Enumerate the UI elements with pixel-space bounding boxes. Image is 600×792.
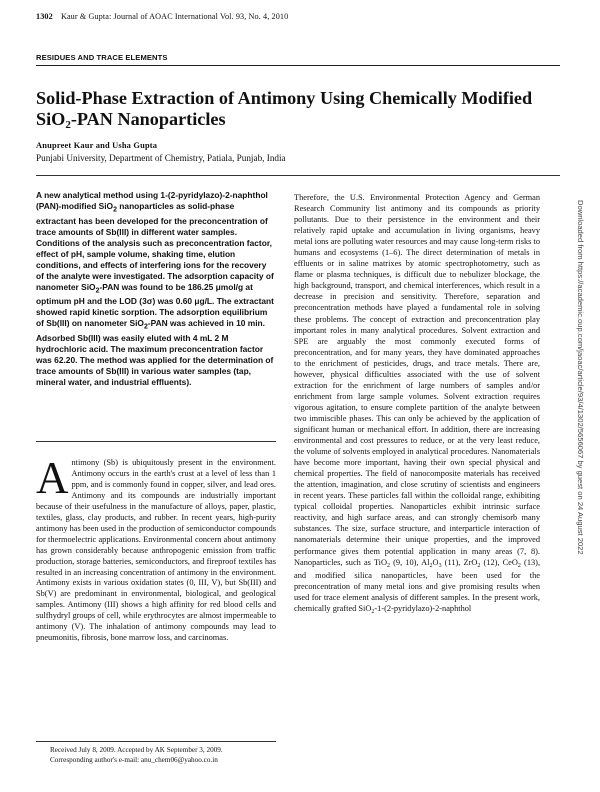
journal-citation: Kaur & Gupta: Journal of AOAC International Vol. 93, No. 4, 2010 bbox=[60, 12, 289, 21]
abstract-sub: 2 bbox=[113, 206, 117, 214]
body-sub: 2 bbox=[387, 562, 391, 569]
title-sio: SiO bbox=[36, 109, 66, 129]
abstract bbox=[36, 190, 276, 388]
body-part: (12), CeO bbox=[480, 557, 518, 567]
title-line-2 bbox=[36, 109, 560, 133]
abstract-sub: 2 bbox=[95, 287, 100, 295]
abstract-divider bbox=[36, 441, 276, 442]
body-column-right bbox=[294, 192, 540, 616]
received-note: Received July 8, 2009. Accepted by AK September 3, 2009. bbox=[50, 746, 223, 754]
drop-cap: A bbox=[36, 453, 69, 503]
intro-text: ntimony (Sb) is ubiquitously present in the environment. Antimony occurs in the earth's crust at a level of less than 1 ppm, and is commonly found in copper, silver, and lead ores. Antimony and its compounds are industrially important because of their usefulness in the manufacture of alloys, paper, plastic, textiles, glass, clay products, and rubber. In recent years, high-purity antimony has been used in the production of semiconductor compounds for thermoelectric applications. Environmental concern about antimony has grown considerably because anthropogenic emission from traffic production, storage batteries, semiconductors, and fireproof textiles has resulted in an increasing concentration of antimony in the environment. Antimony exists in various oxidation states (0, III, V), but Sb(III) and Sb(V) are predominant in environmental, biological, and geological samples. Antimony (III) shows a high affinity for red blood cells and sulfhydryl groups of cell, while erythrocytes are almost impermeable to antimony (V). The inhalation of antimony compounds may lead to pneumonitis, fibrosis, bone marrow loss, and carcinomas. bbox=[36, 458, 276, 643]
running-head bbox=[36, 12, 576, 21]
body-sub: 2 bbox=[517, 562, 521, 569]
footnote bbox=[50, 746, 280, 765]
body-sub: 3 bbox=[438, 562, 442, 569]
abstract-part: -PAN was achieved in 10 min. Adsorbed Sb(III) was easily eluted with 4 mL 2 M hydrochloric acid. The maximum preconcentration factor was 62.20. The method was applied for the determination of trace amounts of Sb(III) in various water samples (tap, mineral water, and industrial effluents). bbox=[36, 318, 274, 388]
intro-paragraph bbox=[36, 453, 276, 644]
article-title bbox=[36, 88, 560, 133]
title-pan: -PAN Nanoparticles bbox=[70, 109, 226, 129]
body-sub: 2 bbox=[371, 608, 375, 615]
footnote-divider bbox=[36, 741, 276, 742]
body-part: O bbox=[432, 557, 439, 567]
abstract-sub: 2 bbox=[143, 324, 148, 332]
abstract-part: -PAN was found to be 186.25 μmol/g at optimum pH and the LOD (3σ) was 0.60 μg/L. The extractant showed rapid kinetic sorption. The adsorption equilibrium of Sb(III) on nanometer SiO bbox=[36, 281, 274, 329]
body-part: -1-(2-pyridylazo)-2-naphthol bbox=[374, 603, 472, 613]
top-divider bbox=[36, 65, 560, 66]
header-divider bbox=[36, 175, 560, 176]
abstract-part: nanoparticles as solid-phase extractant has been developed for the preconcentration of trace amounts of Sb(III) in different water samples. Conditions of the analysis such as preconcentration factor, effect of pH, sample volume, shaking time, elution conditions, and effects of interfering ions for the recovery of the analyte were investigated. The adsorption capacity of nanometer SiO bbox=[36, 201, 274, 292]
download-watermark: Downloaded from https://academic.oup.com/jaoac/article/93/4/1302/5656067 by guest on 24 August 2022 bbox=[576, 200, 585, 555]
affiliation: Punjabi University, Department of Chemistry, Patiala, Punjab, India bbox=[36, 153, 286, 163]
authors: Anupreet Kaur and Usha Gupta bbox=[36, 141, 158, 150]
abstract-text bbox=[36, 190, 276, 388]
body-part: (11), ZrO bbox=[441, 557, 478, 567]
body-part: (13), and modified silica nanoparticles, have been used for the preconcentration of many metal ions and give promising results when used for trace element analysis of different samples. In the present work, chemically grafted SiO bbox=[294, 557, 541, 613]
correspondence-note: Corresponding author's e-mail: anu_chem06@yahoo.co.in bbox=[50, 755, 218, 764]
body-part: (9, 10), Al bbox=[390, 557, 430, 567]
body-sub: 2 bbox=[429, 562, 433, 569]
body-paragraph bbox=[294, 192, 540, 616]
section-label: RESIDUES AND TRACE ELEMENTS bbox=[36, 53, 168, 62]
title-line-1: Solid-Phase Extraction of Antimony Using Chemically Modified bbox=[36, 88, 533, 108]
body-sub: 2 bbox=[477, 562, 481, 569]
body-column-left bbox=[36, 453, 276, 644]
body-part: Therefore, the U.S. Environmental Protection Agency and German Research Community list antimony and its compounds as priority pollutants. Due to their persistence in the environment and their relatively rapid uptake and accumulation in living organisms, heavy metal ions are polluting water resources and may cause long-term risks to humans and ecosystems (1–6). The direct determination of metals in effluents or in saline matrixes by atomic spectrophotometry, such as flame or plasma techniques, is difficult due to nebulizer blockage, the high background, transport, and chemical interferences, which result in a decrease in precision and sensitivity. Therefore, separation and preconcentration methods have played a fundamental role in solving these problems. The concept of extraction and preconcentration play important roles in many analytical procedures. Solvent extraction and SPE are arguably the most commonly executed forms of preconcentration, and for many years, they have dominated approaches to the enrichment of pesticides, drugs, and trace metals. There are, however, physical difficulties associated with the use of solvent extraction for the enrichment of large numbers of samples and/or enrichment from large sample volumes. Solvent extraction requires vigorous agitation, to ensure complete partition of the analyte between two immiscible phases. This can only be achieved by the application of significant human or mechanical effort. In addition, there are increasing environmental and cost pressures to reduce, or at the very least reduce, the volume of solvents employed in analytical procedures. Nanomaterials have become more important, having their own special physical and chemical properties. The field of nanocomposite materials has received the attention, imagination, and close scrutiny of scientists and engineers in recent years. These particles fall within the colloidal range, exhibiting typical colloidal properties. Nanoparticles exhibit intrinsic surface reactivity, and high surface areas, and can strongly chemisorb many substances. The size, surface structure, and interparticle interaction of nanomaterials determine their unique properties, and the improved performance gives them potential application in many areas (7, 8). Nanoparticles, such as TiO bbox=[294, 193, 540, 567]
abstract-part: A new analytical method using 1-(2-pyridylazo)-2-naphthol (PAN)-modified SiO bbox=[36, 190, 268, 211]
page-number: 1302 bbox=[36, 12, 53, 21]
title-subscript: 2 bbox=[65, 119, 71, 131]
